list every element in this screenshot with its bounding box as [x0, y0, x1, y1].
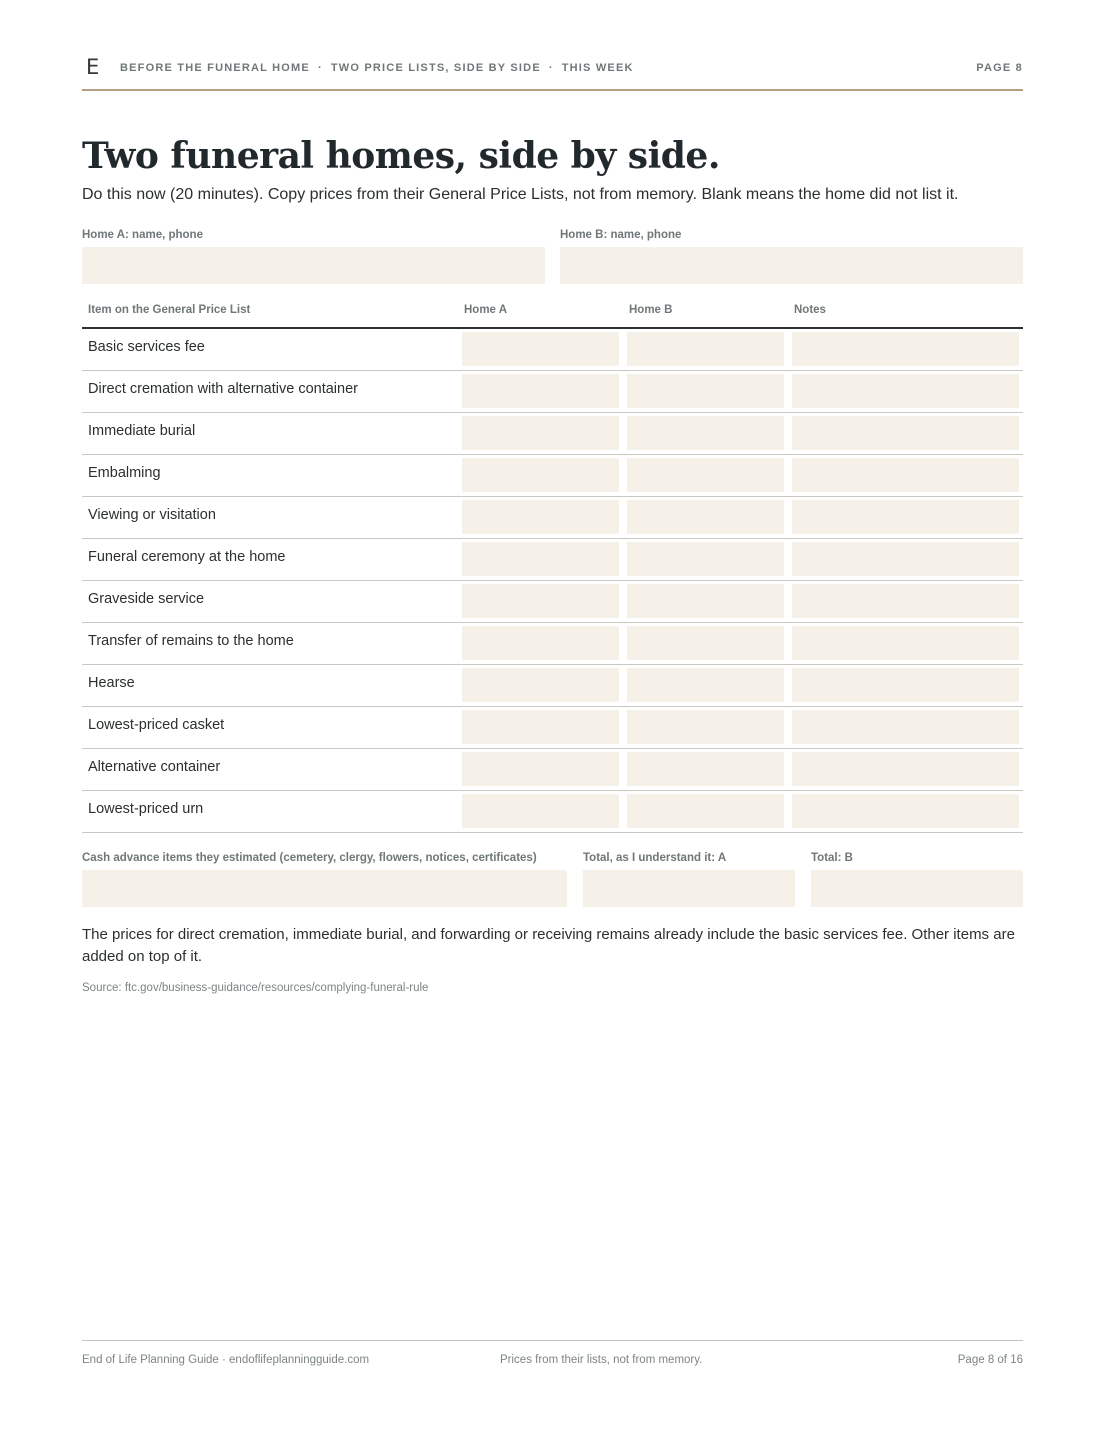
- row-item-label: Funeral ceremony at the home: [88, 549, 286, 565]
- footer-page-count: Page 8 of 16: [957, 1354, 1023, 1366]
- table-row: [82, 371, 1023, 413]
- home-a-price-field[interactable]: [462, 794, 619, 828]
- notes-field[interactable]: [792, 668, 1019, 702]
- home-b-price-field[interactable]: [627, 710, 784, 744]
- home-a-price-field[interactable]: [462, 710, 619, 744]
- table-row: [82, 455, 1023, 497]
- table-header: [82, 296, 1023, 329]
- home-b-price-field[interactable]: [627, 332, 784, 366]
- breadcrumb-section: BEFORE THE FUNERAL HOME: [120, 62, 310, 74]
- table-row: [82, 791, 1023, 833]
- cash-advance-field[interactable]: [82, 870, 567, 907]
- home-b-price-field[interactable]: [627, 794, 784, 828]
- intro-text: Do this now (20 minutes). Copy prices from their General Price Lists, not from memory. Blank means the home did not list it.: [82, 186, 959, 203]
- page-number-label: PAGE 8: [976, 62, 1023, 74]
- home-b-price-field[interactable]: [627, 542, 784, 576]
- table-row: [82, 413, 1023, 455]
- row-item-label: Lowest-priced urn: [88, 801, 204, 817]
- column-header-home-a: Home A: [464, 304, 508, 316]
- cash-advance-label: Cash advance items they estimated (cemetery, clergy, flowers, notices, certificates): [82, 852, 537, 864]
- column-header-item: Item on the General Price List: [88, 304, 251, 316]
- table-row: [82, 539, 1023, 581]
- notes-field[interactable]: [792, 500, 1019, 534]
- total-a-field[interactable]: [583, 870, 795, 907]
- home-a-price-field[interactable]: [462, 374, 619, 408]
- home-b-price-field[interactable]: [627, 584, 784, 618]
- notes-field[interactable]: [792, 752, 1019, 786]
- breadcrumb-separator: ·: [548, 62, 554, 74]
- home-a-price-field[interactable]: [462, 416, 619, 450]
- home-a-field[interactable]: [82, 247, 545, 284]
- row-item-label: Graveside service: [88, 591, 205, 607]
- home-a-price-field[interactable]: [462, 458, 619, 492]
- row-item-label: Direct cremation with alternative container: [88, 381, 358, 397]
- home-a-price-field[interactable]: [462, 332, 619, 366]
- notes-field[interactable]: [792, 710, 1019, 744]
- home-b-price-field[interactable]: [627, 668, 784, 702]
- home-a-price-field[interactable]: [462, 500, 619, 534]
- home-a-price-field[interactable]: [462, 584, 619, 618]
- home-b-price-field[interactable]: [627, 374, 784, 408]
- row-item-label: Basic services fee: [88, 339, 205, 355]
- logo-mark: E: [86, 55, 100, 79]
- total-a-label: Total, as I understand it: A: [583, 852, 727, 864]
- notes-field[interactable]: [792, 584, 1019, 618]
- home-a-label: Home A: name, phone: [82, 229, 203, 241]
- page-header: [82, 54, 1023, 91]
- total-b-label: Total: B: [811, 852, 853, 864]
- breadcrumb: [120, 62, 634, 74]
- home-b-price-field[interactable]: [627, 752, 784, 786]
- footer-guide-name: End of Life Planning Guide · endoflifeplanningguide.com: [82, 1354, 370, 1366]
- notes-field[interactable]: [792, 794, 1019, 828]
- home-b-label: Home B: name, phone: [560, 229, 682, 241]
- table-row: [82, 623, 1023, 665]
- row-item-label: Embalming: [88, 465, 161, 481]
- breadcrumb-timing: THIS WEEK: [561, 62, 634, 74]
- row-item-label: Lowest-priced casket: [88, 717, 225, 733]
- table-row: [82, 707, 1023, 749]
- row-item-label: Transfer of remains to the home: [88, 633, 294, 649]
- home-b-price-field[interactable]: [627, 500, 784, 534]
- page-title: Two funeral homes, side by side.: [82, 135, 720, 177]
- home-a-price-field[interactable]: [462, 668, 619, 702]
- row-item-label: Alternative container: [88, 759, 221, 775]
- breadcrumb-topic: TWO PRICE LISTS, SIDE BY SIDE: [330, 62, 541, 74]
- home-b-price-field[interactable]: [627, 416, 784, 450]
- home-a-price-field[interactable]: [462, 542, 619, 576]
- table-row: [82, 749, 1023, 791]
- table-row: [82, 665, 1023, 707]
- row-item-label: Viewing or visitation: [88, 507, 216, 523]
- notes-field[interactable]: [792, 542, 1019, 576]
- page-footer: [82, 1340, 1023, 1366]
- footer-tagline: Prices from their lists, not from memory.: [500, 1354, 703, 1366]
- column-header-notes: Notes: [794, 304, 826, 316]
- row-item-label: Immediate burial: [88, 423, 196, 439]
- source-citation: Source: ftc.gov/business-guidance/resources/complying-funeral-rule: [82, 982, 429, 994]
- notes-field[interactable]: [792, 626, 1019, 660]
- breadcrumb-separator: ·: [317, 62, 323, 74]
- notes-field[interactable]: [792, 374, 1019, 408]
- total-b-field[interactable]: [811, 870, 1023, 907]
- notes-field[interactable]: [792, 416, 1019, 450]
- table-row: [82, 581, 1023, 623]
- home-b-price-field[interactable]: [627, 626, 784, 660]
- table-row: [82, 329, 1023, 371]
- basic-services-note: The prices for direct cremation, immediate burial, and forwarding or receiving remains already include the basic services fee. Other items are added on top of it.: [82, 926, 1015, 965]
- table-row: [82, 497, 1023, 539]
- notes-field[interactable]: [792, 332, 1019, 366]
- notes-field[interactable]: [792, 458, 1019, 492]
- home-b-field[interactable]: [560, 247, 1023, 284]
- home-a-price-field[interactable]: [462, 752, 619, 786]
- row-item-label: Hearse: [88, 675, 135, 691]
- home-a-price-field[interactable]: [462, 626, 619, 660]
- column-header-home-b: Home B: [629, 304, 673, 316]
- home-b-price-field[interactable]: [627, 458, 784, 492]
